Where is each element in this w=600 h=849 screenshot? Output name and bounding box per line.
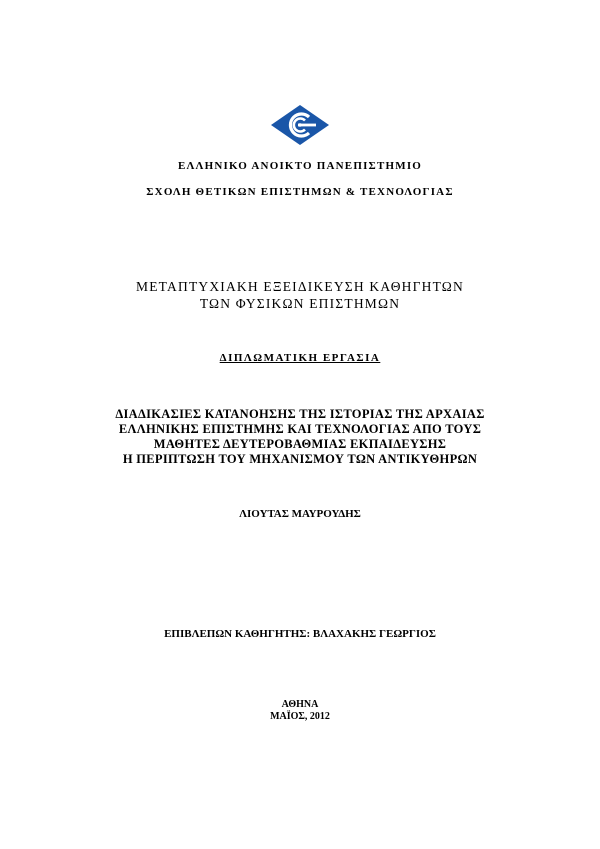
thesis-title-line-3: ΜΑΘΗΤΕΣ ΔΕΥΤΕΡΟΒΑΘΜΙΑΣ ΕΚΠΑΙΔΕΥΣΗΣ [153,437,447,451]
program-line-1: ΜΕΤΑΠΤΥΧΙΑΚΗ ΕΞΕΙΔΙΚΕΥΣΗ ΚΑΘΗΓΗΤΩΝ [136,279,464,294]
thesis-title-line-1: ΔΙΑΔΙΚΑΣΙΕΣ ΚΑΤΑΝΟΗΣΗΣ ΤΗΣ ΙΣΤΟΡΙΑΣ ΤΗΣ ΑΡΧΑΙΑΣ [115,407,485,421]
supervisor: ΕΠΙΒΛΕΠΩΝ ΚΑΘΗΓΗΤΗΣ: ΒΛΑΧΑΚΗΣ ΓΕΩΡΓΙΟΣ [164,628,436,640]
thesis-title-line-4: Η ΠΕΡΙΠΤΩΣΗ ΤΟΥ ΜΗΧΑΝΙΣΜΟΥ ΤΩΝ ΑΝΤΙΚΥΘΗΡΩΝ [122,452,478,466]
university-logo-icon [270,104,330,146]
document-type: ΔΙΠΛΩΜΑΤΙΚΗ ΕΡΓΑΣΙΑ [219,352,381,364]
thesis-title-line-2: ΕΛΛΗΝΙΚΗΣ ΕΠΙΣΤΗΜΗΣ ΚΑΙ ΤΕΧΝΟΛΟΓΙΑΣ ΑΠΟ ΤΟΥΣ [118,422,482,436]
institution-name: ΕΛΛΗΝΙΚΟ ΑΝΟΙΚΤΟ ΠΑΝΕΠΙΣΤΗΜΙΟ [177,160,423,172]
place: ΑΘΗΝΑ [281,699,319,710]
program-line-2: ΤΩΝ ΦΥΣΙΚΩΝ ΕΠΙΣΤΗΜΩΝ [199,296,401,311]
author-name: ΛΙΟΥΤΑΣ ΜΑΥΡΟΥΔΗΣ [239,508,361,520]
date: ΜΑΪΟΣ, 2012 [270,711,330,722]
school-name: ΣΧΟΛΗ ΘΕΤΙΚΩΝ ΕΠΙΣΤΗΜΩΝ & ΤΕΧΝΟΛΟΓΙΑΣ [146,186,454,198]
